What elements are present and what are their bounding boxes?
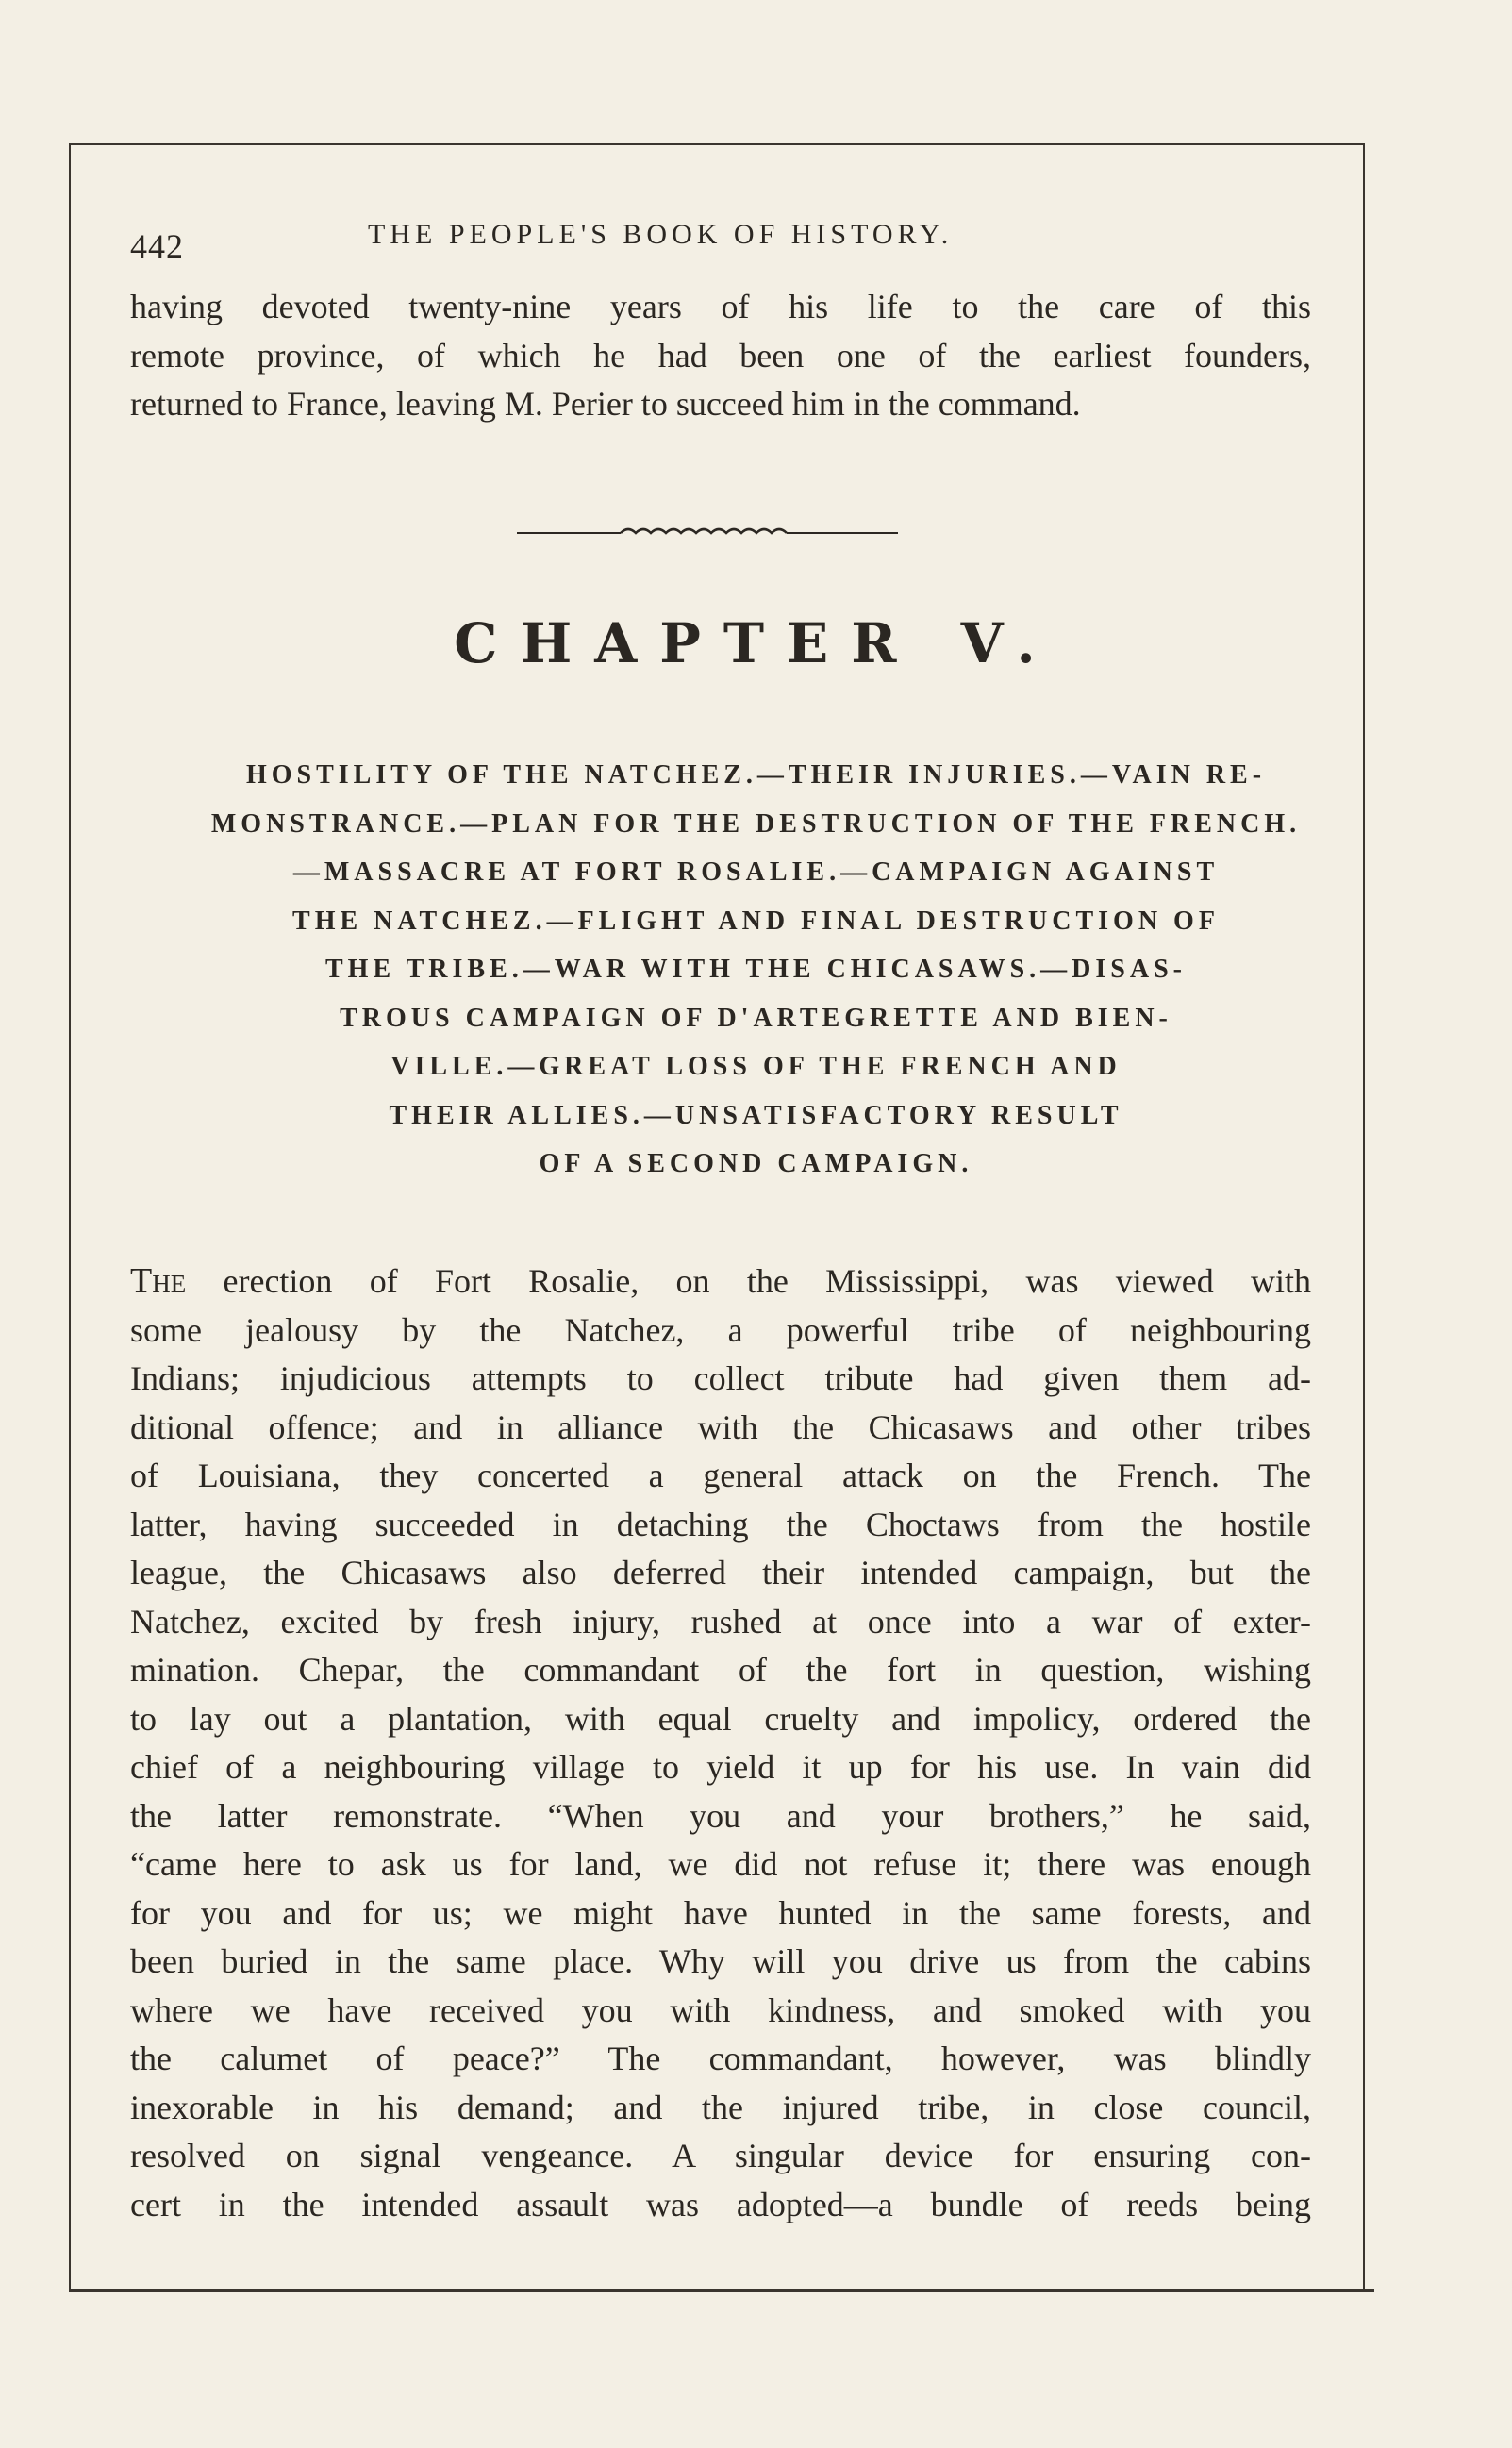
text-line: league, the Chicasaws also deferred their intended campaign, but the: [130, 1554, 1311, 1591]
summary-line: THEIR ALLIES.—UNSATISFACTORY RESULT: [389, 1100, 1123, 1130]
running-title: THE PEOPLE'S BOOK OF HISTORY.: [368, 219, 954, 250]
text-line: the calumet of peace?” The commandant, however, was blindly: [130, 2040, 1311, 2077]
page-number: 442: [130, 227, 184, 265]
text-line: returned to France, leaving M. Perier to succeed him in the command.: [130, 385, 1081, 423]
summary-line: OF A SECOND CAMPAIGN.: [539, 1149, 973, 1178]
opening-word: The: [130, 1261, 187, 1301]
text-line: for you and for us; we might have hunted in the same forests, and: [130, 1893, 1311, 1932]
text-line: having devoted twenty-nine years of his life to the care of this: [130, 288, 1311, 325]
running-head: [130, 219, 1300, 266]
text-line-first: [130, 1257, 1311, 1307]
text-line: resolved on signal vengeance. A singular device for ensuring con-: [130, 2137, 1311, 2174]
text-line: chief of a neighbouring village to yield it up for his use. In vain did: [130, 1748, 1311, 1786]
page-border-bottom-rule: [69, 2289, 1374, 2292]
summary-line: THE TRIBE.—WAR WITH THE CHICASAWS.—DISAS-: [325, 955, 1187, 984]
text-line: Natchez, excited by fresh injury, rushed at once into a war of exter-: [130, 1602, 1311, 1640]
text-line: some jealousy by the Natchez, a powerful tribe of neighbouring: [130, 1310, 1311, 1349]
summary-line: HOSTILITY OF THE NATCHEZ.—THEIR INJURIES.—VAIN RE-: [245, 760, 1267, 790]
wavy-rule-ornament: [517, 522, 898, 537]
text-line: latter, having succeeded in detaching the Choctaws from the hostile: [130, 1505, 1311, 1543]
chapter-heading: CHAPTER V.: [454, 611, 1058, 675]
summary-line: —MASSACRE AT FORT ROSALIE.—CAMPAIGN AGAINST: [292, 858, 1220, 887]
main-paragraph: [130, 1257, 1311, 2229]
text-line: to lay out a plantation, with equal cruelty and impolicy, ordered the: [130, 1699, 1311, 1738]
intro-paragraph: [130, 283, 1311, 429]
summary-line: TROUS CAMPAIGN OF D'ARTEGRETTE AND BIEN-: [340, 1003, 1172, 1033]
text-line: remote province, of which he had been one of the earliest founders,: [130, 336, 1311, 375]
summary-line: MONSTRANCE.—PLAN FOR THE DESTRUCTION OF THE FRENCH.: [210, 808, 1302, 839]
text-line: “came here to ask us for land, we did not refuse it; there was enough: [130, 1845, 1311, 1883]
first-line-rest: erection of Fort Rosalie, on the Mississippi, was viewed with: [186, 1262, 1311, 1300]
text-line: inexorable in his demand; and the injured tribe, in close council,: [130, 2088, 1311, 2126]
text-line: cert in the intended assault was adopted—a bundle of reeds being: [130, 2185, 1311, 2223]
chapter-summary: [0, 751, 1512, 1189]
text-line: of Louisiana, they concerted a general attack on the French. The: [130, 1457, 1311, 1494]
text-line: where we have received you with kindness, and smoked with you: [130, 1990, 1311, 2029]
text-line: been buried in the same place. Why will you drive us from the cabins: [130, 1942, 1311, 1980]
text-line: mination. Chepar, the commandant of the fort in question, wishing: [130, 1651, 1311, 1689]
text-line: Indians; injudicious attempts to collect tribute had given them ad-: [130, 1359, 1311, 1397]
summary-line: VILLE.—GREAT LOSS OF THE FRENCH AND: [390, 1052, 1122, 1081]
text-line: ditional offence; and in alliance with the Chicasaws and other tribes: [130, 1407, 1311, 1446]
text-line: the latter remonstrate. “When you and your brothers,” he said,: [130, 1796, 1311, 1835]
summary-line: THE NATCHEZ.—FLIGHT AND FINAL DESTRUCTION OF: [292, 906, 1220, 936]
